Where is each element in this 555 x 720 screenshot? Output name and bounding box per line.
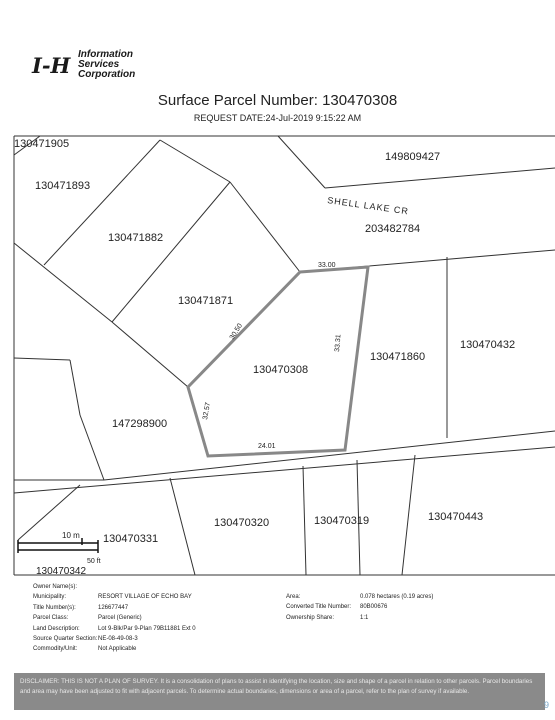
- scale-metric-label: 10 m: [62, 531, 80, 540]
- commodity-label: Commodity/Unit:: [33, 646, 78, 653]
- dimension-right: 33.31: [334, 334, 343, 353]
- boundary-line: [160, 140, 230, 182]
- parcel-label: 203482784: [365, 223, 421, 235]
- parcel-label: 147298900: [112, 418, 168, 430]
- boundary-line: [14, 358, 70, 360]
- boundary-line: [70, 360, 80, 415]
- converted-title-value: 80B00676: [360, 604, 388, 611]
- boundary-line: [170, 478, 195, 575]
- land-description-label: Land Description:: [33, 625, 80, 632]
- boundary-line: [278, 136, 325, 188]
- org-name-line-3: Corporation: [78, 69, 136, 80]
- area-value: 0.078 hectares (0.19 acres): [360, 594, 434, 600]
- parcel-label: 130471905: [14, 138, 70, 150]
- dimension-bottom: 24.01: [258, 443, 276, 450]
- parcel-label: 130470331: [103, 533, 159, 545]
- road-edge-north: [104, 431, 555, 480]
- boundary-line: [303, 466, 306, 575]
- parcel-label: 130471882: [108, 232, 164, 244]
- parcel-boundaries: [14, 136, 555, 575]
- parcel-label: 130470342: [36, 566, 87, 577]
- title-number-label: Title Number(s):: [33, 604, 76, 611]
- org-name-line-2: Services: [78, 59, 120, 70]
- org-name-line-1: Information: [78, 49, 133, 60]
- boundary-line: [14, 243, 112, 322]
- boundary-line: [80, 415, 104, 480]
- ownership-share-label: Ownership Share:: [286, 614, 335, 621]
- scale-bar: [18, 531, 101, 565]
- area-label: Area:: [286, 594, 301, 600]
- boundary-line: [402, 455, 415, 575]
- parcel-class-label: Parcel Class:: [33, 615, 69, 622]
- request-date: REQUEST DATE:24-Jul-2019 9:15:22 AM: [193, 113, 362, 123]
- street-name: SHELL LAKE CR: [326, 195, 410, 217]
- boundary-line: [112, 322, 188, 387]
- commodity-value: Not Applicable: [98, 646, 137, 653]
- owner-label: Owner Name(s):: [33, 584, 78, 590]
- boundary-line: [325, 168, 555, 188]
- logo-mark: I-H: [32, 53, 71, 78]
- parcel-label: 130471860: [370, 351, 426, 363]
- parcel-class-value: Parcel (Generic): [98, 615, 142, 622]
- title-number-value: 126677447: [98, 604, 129, 611]
- parcel-label: 149809427: [385, 151, 441, 163]
- scale-imperial-label: 50 ft: [87, 558, 101, 565]
- boundary-line: [230, 182, 300, 272]
- dimension-top: 33.00: [318, 262, 336, 269]
- parcel-info-left: [33, 582, 196, 655]
- municipality-value: RESORT VILLAGE OF ECHO BAY: [98, 594, 192, 601]
- parcel-label: 130471871: [178, 295, 234, 307]
- source-quarter-value: NE-08-49-08-3: [98, 636, 138, 643]
- parcel-label: 130470320: [214, 517, 270, 529]
- ownership-share-value: 1:1: [360, 614, 369, 621]
- parcel-label: 130470432: [460, 339, 516, 351]
- parcel-label: 130470319: [314, 515, 370, 527]
- source-quarter-label: Source Quarter Section:: [33, 636, 98, 643]
- parcel-info-right: [286, 592, 433, 623]
- disclaimer-box: DISCLAIMER: THIS IS NOT A PLAN OF SURVEY. It is a consolidation of plans to assist in identifying the location, size and shape of a parcel in relation to other parcels. Parcel boundaries and area may have been adjusted to fit with adjacent parcels. To determine actual boundaries, dimensions or area of a parcel, refer to the plan of survey if available.: [14, 673, 545, 710]
- land-description-value: Lot 9-Blk/Par 9-Plan 79B11881 Ext 0: [98, 625, 196, 632]
- converted-title-label: Converted Title Number:: [286, 604, 352, 611]
- dimension-upper-left: 30.50: [228, 322, 244, 342]
- municipality-label: Municipality:: [33, 594, 67, 601]
- parcel-label: 130470308: [253, 364, 309, 376]
- page-title: Surface Parcel Number: 130470308: [157, 92, 398, 109]
- dimension-left: 32.57: [202, 401, 213, 421]
- parcel-label: 130471893: [35, 180, 91, 192]
- map-marker: 9: [543, 700, 549, 710]
- parcel-label: 130470443: [428, 511, 484, 523]
- boundary-line: [44, 140, 160, 265]
